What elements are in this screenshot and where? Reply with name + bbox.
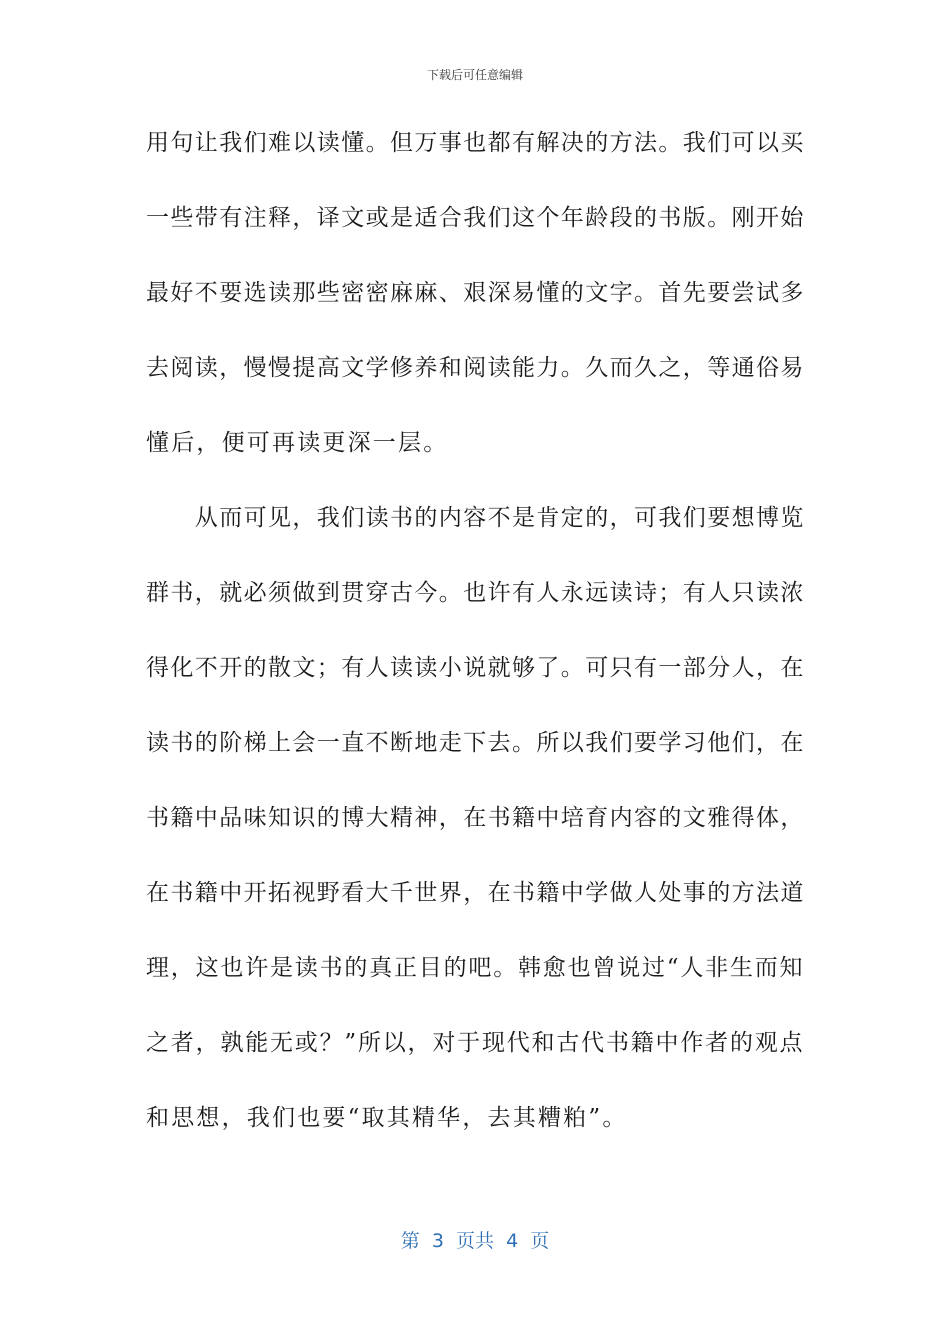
- text-line: 在书籍中开拓视野看大千世界，在书籍中学做人处事的方法道: [146, 880, 805, 906]
- text-line: 和思想，我们也要“取其精华，去其糟粕”。: [146, 1105, 628, 1131]
- text-line: 书籍中品味知识的博大精神，在书籍中培育内容的文雅得体，: [146, 805, 805, 831]
- text-line: 从而可见，我们读书的内容不是肯定的，可我们要想博览: [146, 505, 805, 531]
- text-line: 之者，孰能无或？”所以，对于现代和古代书籍中作者的观点: [146, 1030, 805, 1056]
- header-note: 下载后可任意编辑: [426, 68, 523, 82]
- text-line: 读书的阶梯上会一直不断地走下去。所以我们要学习他们，在: [146, 730, 805, 756]
- text-line: 理，这也许是读书的真正目的吧。韩愈也曾说过“人非生而知: [146, 955, 805, 981]
- text-line: 最好不要选读那些密密麻麻、艰深易懂的文字。首先要尝试多: [146, 280, 805, 306]
- text-line: 懂后，便可再读更深一层。: [146, 430, 449, 456]
- text-line: 一些带有注释，译文或是适合我们这个年龄段的书版。刚开始: [146, 205, 805, 231]
- text-line: 去阅读，慢慢提高文学修养和阅读能力。久而久之，等通俗易: [146, 355, 805, 381]
- text-line: 群书，就必须做到贯穿古今。也许有人永远读诗；有人只读浓: [146, 580, 805, 606]
- page-number-footer: 第 3 页共 4 页: [400, 1230, 550, 1252]
- text-line: 得化不开的散文；有人读读小说就够了。可只有一部分人，在: [146, 655, 805, 681]
- text-line: 用句让我们难以读懂。但万事也都有解决的方法。我们可以买: [146, 130, 805, 156]
